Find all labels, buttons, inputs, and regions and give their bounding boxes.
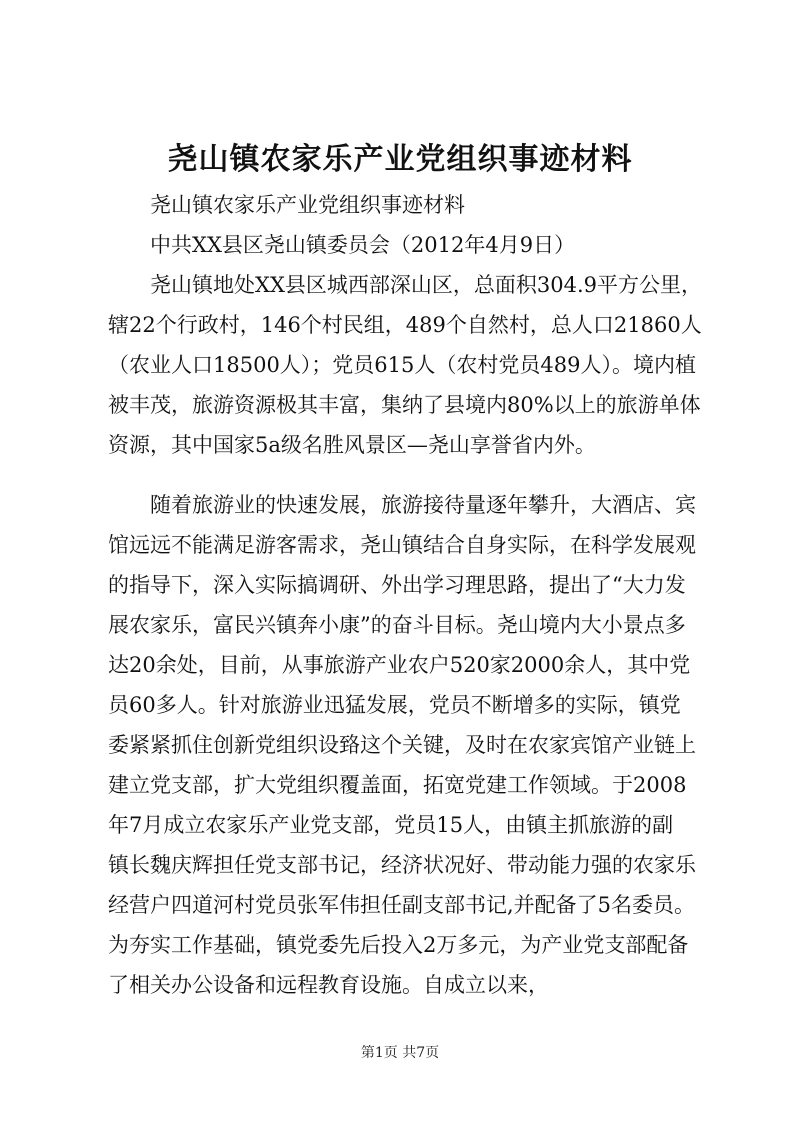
author-line: 中共XX县区尧山镇委员会（2012年4月9日） bbox=[150, 233, 576, 257]
paragraph-line: 经营户四道河村党员张军伟担任副支部书记,并配备了5名委员。 bbox=[108, 893, 696, 917]
paragraph-1 bbox=[108, 265, 706, 465]
subtitle-line: 尧山镇农家乐产业党组织事迹材料 bbox=[150, 193, 465, 217]
paragraph-line: 了相关办公设备和远程教育设施。自成立以来， bbox=[108, 973, 549, 997]
paragraph-line: 年7月成立农家乐产业党支部，党员15人，由镇主抓旅游的副 bbox=[108, 813, 674, 837]
paragraph-line: 馆远远不能满足游客需求，尧山镇结合自身实际，在科学发展观 bbox=[108, 533, 696, 557]
paragraph-line: 达20余处，目前，从事旅游产业农户520家2000余人，其中党 bbox=[108, 653, 691, 677]
paragraph-line: 被丰茂，旅游资源极其丰富，集纳了县境内80%以上的旅游单体 bbox=[108, 393, 701, 417]
paragraph-line: 的指导下，深入实际搞调研、外出学习理思路，提出了“大力发 bbox=[108, 573, 686, 597]
document-title: 尧山镇农家乐产业党组织事迹材料 bbox=[167, 142, 633, 177]
paragraph-line: 尧山镇地处XX县区城西部深山区，总面积304.9平方公里， bbox=[150, 273, 703, 297]
paragraph-line: 随着旅游业的快速发展，旅游接待量逐年攀升，大酒店、宾 bbox=[150, 493, 696, 517]
paragraph-2 bbox=[108, 485, 706, 1005]
paragraph-line: 建立党支部，扩大党组织覆盖面，拓宽党建工作领域。于2008 bbox=[108, 773, 687, 797]
paragraph-line: 展农家乐，富民兴镇奔小康”的奋斗目标。尧山境内大小景点多 bbox=[108, 613, 686, 637]
paragraph-line: 为夯实工作基础，镇党委先后投入2万多元，为产业党支部配备 bbox=[108, 933, 689, 957]
paragraph-spacer bbox=[108, 465, 706, 485]
paragraph-line: 资源，其中国家5a级名胜风景区—尧山享誉省内外。 bbox=[108, 433, 596, 457]
document-body bbox=[108, 185, 706, 1005]
page-number: 第1页 共7页 bbox=[360, 1045, 440, 1061]
paragraph-line: 镇长魏庆辉担任党支部书记，经济状况好、带动能力强的农家乐 bbox=[108, 853, 696, 877]
paragraph-line: 辖22个行政村，146个村民组，489个自然村，总人口21860人 bbox=[108, 313, 702, 337]
paragraph-line: （农业人口18500人）；党员615人（农村党员489人）。境内植 bbox=[108, 353, 696, 377]
paragraph-line: 员60多人。针对旅游业迅猛发展，党员不断增多的实际，镇党 bbox=[108, 693, 681, 717]
paragraph-line: 委紧紧抓住创新党组织设臵这个关键，及时在农家宾馆产业链上 bbox=[108, 733, 696, 757]
